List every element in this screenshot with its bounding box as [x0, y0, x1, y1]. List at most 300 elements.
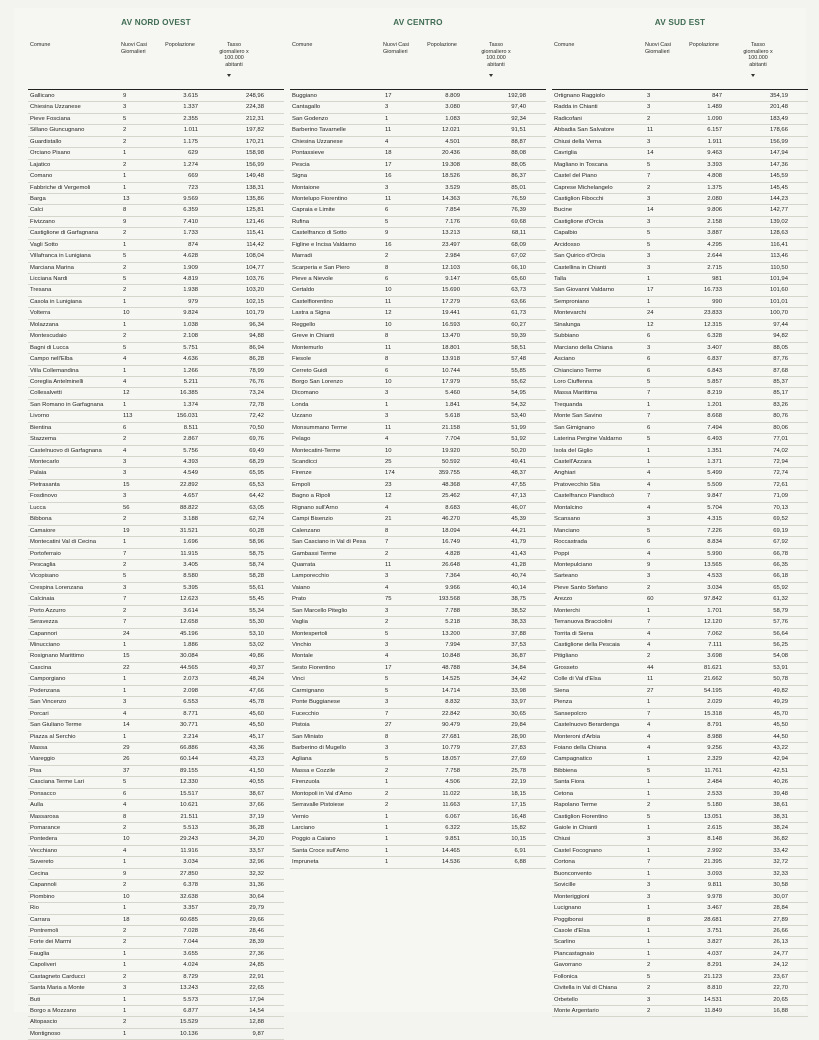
table-row — [28, 526, 284, 537]
cell-cases: 1 — [647, 607, 651, 614]
cell-comune: Pistoia — [292, 722, 310, 729]
cell-population: 9.147 — [445, 276, 460, 282]
cell-rate: 64,42 — [249, 493, 264, 500]
table-row — [290, 526, 546, 537]
table-row — [290, 617, 546, 628]
cell-rate: 54,08 — [773, 653, 788, 660]
cell-population: 12.315 — [703, 321, 722, 328]
cell-cases: 11 — [385, 127, 392, 134]
table-row — [290, 160, 546, 171]
cell-rate: 22,91 — [249, 973, 264, 980]
cell-rate: 58,28 — [249, 573, 264, 580]
header-comune[interactable]: Comune — [30, 42, 51, 48]
cell-rate: 34,42 — [511, 676, 526, 683]
cell-rate: 22,70 — [773, 985, 788, 992]
cell-population: 15.318 — [703, 710, 722, 717]
cell-population: 6.843 — [707, 367, 722, 374]
cell-rate: 36,28 — [249, 825, 264, 831]
table-row — [290, 251, 546, 262]
cell-rate: 16,88 — [773, 1008, 788, 1014]
cell-comune: Abbadia San Salvatore — [554, 127, 615, 134]
table-row — [28, 285, 284, 296]
sort-desc-icon[interactable] — [227, 74, 231, 77]
cell-cases: 1 — [123, 298, 127, 305]
cell-population: 1.351 — [707, 447, 722, 454]
cell-comune: Pieve Santo Stefano — [554, 584, 608, 591]
cell-cases: 10 — [123, 310, 130, 317]
table-row — [290, 812, 546, 823]
cell-population: 19.308 — [441, 161, 460, 168]
cell-cases: 2 — [123, 516, 127, 523]
table-row — [28, 125, 284, 136]
cell-cases: 1 — [647, 459, 651, 465]
cell-comune: Asciano — [554, 356, 575, 363]
cell-comune: Poggibonsi — [554, 916, 584, 923]
table-row — [290, 857, 546, 868]
cell-rate: 45,70 — [773, 710, 788, 717]
cell-cases: 19 — [123, 527, 130, 534]
cell-comune: Capannoli — [30, 882, 57, 889]
cell-cases: 37 — [123, 767, 130, 774]
header-population[interactable]: Popolazione — [165, 42, 195, 48]
table-row — [290, 434, 546, 445]
cell-cases: 2 — [123, 264, 127, 271]
cell-population: 8.580 — [183, 573, 198, 580]
cell-population: 28.681 — [703, 916, 722, 923]
cell-cases: 5 — [385, 756, 389, 763]
cell-cases: 8 — [385, 733, 389, 740]
table-row — [290, 674, 546, 685]
cell-comune: Montecatini-Terme — [292, 447, 341, 454]
cell-rate: 38,75 — [511, 596, 526, 603]
cell-comune: San Romano in Garfagnana — [30, 401, 104, 408]
cell-comune: Seravezza — [30, 619, 58, 626]
cell-comune: Pitigliano — [554, 653, 578, 660]
cell-comune: Subbiano — [554, 333, 579, 340]
table-row — [28, 388, 284, 399]
cell-comune: Scarperia e San Piero — [292, 264, 350, 271]
cell-cases: 2 — [647, 802, 651, 809]
cell-rate: 22,65 — [249, 985, 264, 992]
table-row — [28, 583, 284, 594]
cell-rate: 135,86 — [245, 195, 264, 202]
cell-rate: 30,58 — [773, 882, 788, 889]
cell-rate: 68,09 — [511, 241, 526, 248]
cell-rate: 55,85 — [511, 367, 526, 374]
cell-population: 2.484 — [707, 779, 722, 786]
cell-population: 6.553 — [183, 699, 198, 706]
cell-cases: 1 — [123, 996, 127, 1003]
cell-comune: Palaia — [30, 470, 47, 477]
cell-rate: 125,81 — [245, 207, 264, 214]
cell-cases: 1 — [123, 905, 127, 912]
cell-cases: 7 — [385, 710, 389, 717]
table-row — [552, 137, 808, 148]
cell-comune: Castiglione d'Orcia — [554, 218, 604, 225]
table-row — [28, 823, 284, 834]
table-row — [28, 377, 284, 388]
cell-comune: Pienza — [554, 699, 573, 706]
cell-population: 27.681 — [441, 733, 460, 740]
cell-cases: 3 — [647, 253, 651, 260]
cell-rate: 40,55 — [249, 779, 264, 786]
cell-cases: 1 — [647, 825, 651, 831]
cell-cases: 2 — [385, 790, 389, 797]
cell-cases: 1 — [123, 241, 127, 248]
cell-cases: 6 — [385, 207, 389, 214]
cell-rate: 65,95 — [249, 470, 264, 477]
cell-rate: 30,07 — [773, 893, 788, 900]
table-header — [28, 40, 284, 90]
table-row — [290, 594, 546, 605]
cell-population: 1.266 — [183, 367, 198, 374]
cell-population: 5.211 — [183, 378, 198, 385]
cell-comune: Vinchio — [292, 642, 312, 648]
cell-population: 1.911 — [707, 138, 722, 145]
cell-cases: 16 — [385, 241, 392, 248]
table-row — [28, 1029, 284, 1040]
cell-comune: Gambassi Terme — [292, 550, 337, 557]
cell-rate: 101,60 — [769, 287, 788, 294]
cell-cases: 1 — [647, 927, 651, 934]
cell-cases: 4 — [647, 481, 651, 488]
cell-comune: Rapolano Terme — [554, 802, 598, 809]
cell-cases: 3 — [647, 344, 651, 351]
table-row — [552, 228, 808, 239]
header-cases[interactable]: Nuovi Casi Giornalieri — [645, 42, 672, 55]
cell-comune: San Gimignano — [554, 424, 595, 431]
table-row — [552, 549, 808, 560]
table-row — [28, 411, 284, 422]
cell-rate: 49,82 — [773, 687, 788, 694]
table-row — [290, 651, 546, 662]
table-row — [290, 777, 546, 788]
cell-population: 3.751 — [707, 927, 722, 934]
cell-comune: Pontedera — [30, 836, 58, 843]
cell-rate: 53,40 — [511, 413, 526, 420]
cell-rate: 51,99 — [511, 424, 526, 431]
cell-population: 3.080 — [445, 104, 460, 111]
cell-population: 4.295 — [707, 241, 722, 248]
cell-comune: Rignano sull'Arno — [292, 504, 338, 511]
cell-rate: 63,73 — [511, 287, 526, 294]
cell-rate: 65,60 — [511, 276, 526, 282]
cell-comune: Fucecchio — [292, 710, 319, 717]
cell-population: 13.470 — [441, 333, 460, 340]
table-row — [552, 171, 808, 182]
cell-cases: 3 — [647, 836, 651, 843]
cell-rate: 101,01 — [769, 298, 788, 305]
cell-population: 4.828 — [445, 550, 460, 557]
cell-cases: 25 — [385, 459, 392, 465]
cell-population: 4.533 — [707, 573, 722, 580]
cell-rate: 101,94 — [769, 276, 788, 282]
cell-comune: San Quirico d'Orcia — [554, 253, 605, 260]
cell-cases: 5 — [647, 230, 651, 237]
cell-rate: 32,72 — [773, 859, 788, 866]
cell-cases: 7 — [647, 710, 651, 717]
table-row — [290, 766, 546, 777]
cell-comune: Pelago — [292, 436, 311, 443]
table-row — [28, 915, 284, 926]
cell-comune: Montemurlo — [292, 344, 324, 351]
cell-population: 21.511 — [180, 813, 198, 820]
table-row — [28, 651, 284, 662]
table-row — [552, 617, 808, 628]
table-row — [552, 217, 808, 228]
header-comune[interactable]: Comune — [554, 42, 575, 48]
cell-rate: 50,78 — [773, 676, 788, 683]
cell-cases: 2 — [647, 985, 651, 992]
cell-rate: 60,28 — [249, 527, 264, 534]
table-row — [290, 354, 546, 365]
cell-population: 1.274 — [183, 161, 198, 168]
cell-comune: Londa — [292, 401, 309, 408]
region-title: AV CENTRO — [393, 18, 443, 27]
cell-rate: 110,50 — [770, 264, 788, 271]
cell-population: 3.698 — [707, 653, 722, 660]
table-row — [290, 194, 546, 205]
cell-population: 3.188 — [183, 516, 198, 523]
table-row — [28, 594, 284, 605]
cell-rate: 45,78 — [249, 699, 264, 706]
sort-desc-icon[interactable] — [751, 74, 755, 77]
cell-cases: 5 — [123, 276, 127, 282]
cell-cases: 3 — [123, 584, 127, 591]
cell-population: 1.701 — [707, 607, 722, 614]
cell-cases: 2 — [123, 436, 127, 443]
cell-population: 8.219 — [707, 390, 722, 397]
cell-comune: Guardistallo — [30, 138, 62, 145]
cell-comune: Barberino Tavarnelle — [292, 127, 346, 134]
cell-population: 8.771 — [183, 710, 198, 717]
cell-population: 1.886 — [183, 642, 198, 648]
cell-comune: Rufina — [292, 218, 310, 225]
cell-rate: 58,75 — [249, 550, 264, 557]
table-row — [552, 571, 808, 582]
cell-population: 4.628 — [183, 253, 198, 260]
cell-population: 4.549 — [183, 470, 198, 477]
cell-comune: Bagni di Lucca — [30, 344, 69, 351]
cell-cases: 1 — [647, 779, 651, 786]
cell-comune: Chiesina Uzzanese — [292, 138, 343, 145]
table-row — [28, 503, 284, 514]
cell-population: 2.644 — [707, 253, 722, 260]
cell-rate: 48,24 — [249, 676, 264, 683]
cell-population: 3.034 — [183, 859, 198, 866]
cell-cases: 1 — [647, 401, 651, 408]
cell-population: 2.080 — [707, 195, 722, 202]
table-row — [28, 160, 284, 171]
header-cases[interactable]: Nuovi Casi Giornalieri — [121, 42, 148, 55]
cell-cases: 6 — [123, 790, 127, 797]
cell-cases: 174 — [385, 470, 395, 477]
table-row — [552, 491, 808, 502]
cell-population: 14.525 — [441, 676, 460, 683]
cell-cases: 75 — [385, 596, 392, 603]
cell-comune: Signa — [292, 173, 308, 180]
table-row — [552, 846, 808, 857]
cell-population: 1.083 — [445, 115, 460, 122]
cell-comune: Pratovecchio Stia — [554, 481, 600, 488]
cell-population: 10.136 — [179, 1030, 198, 1037]
cell-comune: San Casciano in Val di Pesa — [292, 539, 366, 546]
cell-population: 11.761 — [704, 767, 722, 774]
cell-rate: 248,96 — [245, 93, 264, 99]
cell-comune: Rosignano Marittimo — [30, 653, 85, 660]
sort-desc-icon[interactable] — [489, 74, 493, 77]
cell-comune: Montale — [292, 653, 313, 660]
cell-rate: 69,19 — [773, 527, 788, 534]
cell-comune: Campagnatico — [554, 756, 592, 763]
cell-rate: 102,15 — [245, 298, 264, 305]
header-comune[interactable]: Comune — [292, 42, 313, 48]
table-row — [28, 777, 284, 788]
cell-comune: Ponsacco — [30, 790, 56, 797]
cell-rate: 57,76 — [773, 619, 788, 626]
cell-population: 3.614 — [183, 607, 198, 614]
cell-comune: Monte Argentario — [554, 1008, 599, 1014]
cell-cases: 1 — [647, 699, 651, 706]
cell-comune: Lajatico — [30, 161, 51, 168]
cell-comune: Monsummano Terme — [292, 424, 348, 431]
cell-comune: Massarosa — [30, 813, 59, 820]
cell-cases: 15 — [123, 481, 130, 488]
cell-population: 1.375 — [707, 184, 722, 191]
cell-cases: 17 — [385, 93, 392, 99]
cell-cases: 15 — [123, 653, 130, 660]
cell-comune: Rio — [30, 905, 39, 912]
cell-comune: Chiusi della Verna — [554, 138, 602, 145]
table-row — [552, 285, 808, 296]
cell-population: 2.355 — [183, 115, 198, 122]
cell-rate: 70,50 — [249, 424, 264, 431]
cell-rate: 65,53 — [249, 481, 264, 488]
cell-rate: 29,79 — [249, 905, 264, 912]
cell-rate: 38,33 — [511, 619, 526, 626]
table-row — [290, 183, 546, 194]
cell-population: 12.103 — [441, 264, 460, 271]
cell-comune: Sinalunga — [554, 321, 581, 328]
cell-population: 5.857 — [707, 378, 722, 385]
cell-cases: 18 — [123, 916, 130, 923]
cell-comune: Certaldo — [292, 287, 315, 294]
cell-population: 4.636 — [183, 356, 198, 363]
cell-population: 26.648 — [441, 561, 460, 568]
cell-cases: 11 — [385, 424, 392, 431]
cell-population: 9.256 — [707, 744, 722, 751]
cell-comune: Sillano Giuncugnano — [30, 127, 85, 134]
header-rate[interactable]: Tasso giornaliero x 100.000 abitanti — [481, 42, 511, 68]
cell-cases: 9 — [123, 870, 127, 877]
cell-population: 31.521 — [179, 527, 198, 534]
cell-cases: 10 — [123, 836, 130, 843]
cell-rate: 42,51 — [773, 767, 788, 774]
cell-cases: 1 — [123, 184, 127, 191]
cell-population: 18.057 — [441, 756, 460, 763]
cell-comune: Foiano della Chiana — [554, 744, 607, 751]
header-population[interactable]: Popolazione — [689, 42, 719, 48]
cell-cases: 4 — [647, 722, 651, 729]
cell-comune: Laterina Pergine Valdarno — [554, 436, 623, 443]
cell-rate: 69,76 — [249, 436, 264, 443]
cell-cases: 4 — [385, 138, 389, 145]
cell-comune: Vinci — [292, 676, 305, 683]
cell-cases: 4 — [385, 504, 389, 511]
cell-rate: 38,52 — [511, 607, 526, 614]
cell-cases: 11 — [385, 298, 392, 305]
cell-comune: Castelnuovo di Garfagnana — [30, 447, 102, 454]
cell-population: 22.842 — [441, 710, 460, 717]
cell-rate: 72,42 — [249, 413, 264, 420]
cell-population: 1.011 — [183, 127, 198, 134]
table-row — [552, 194, 808, 205]
cell-cases: 5 — [123, 253, 127, 260]
cell-comune: Pieve a Nievole — [292, 276, 333, 282]
cell-population: 45.196 — [179, 630, 198, 637]
cell-rate: 27,89 — [773, 916, 788, 923]
table-row — [552, 823, 808, 834]
cell-cases: 2 — [385, 619, 389, 626]
cell-comune: Anghiari — [554, 470, 576, 477]
cell-comune: Fosdinovo — [30, 493, 58, 500]
cell-comune: Piombino — [30, 893, 55, 900]
cell-population: 19.441 — [441, 310, 460, 317]
header-divider — [552, 89, 808, 90]
cell-rate: 56,64 — [773, 630, 788, 637]
table-row — [552, 960, 808, 971]
table-row — [552, 205, 808, 216]
cell-comune: Santa Fiora — [554, 779, 585, 786]
table-row — [552, 560, 808, 571]
cell-rate: 28,90 — [511, 733, 526, 740]
cell-comune: Castiglion Fibocchi — [554, 195, 604, 202]
header-rate[interactable]: Tasso giornaliero x 100.000 abitanti — [219, 42, 249, 68]
cell-cases: 3 — [647, 893, 651, 900]
cell-population: 4.024 — [183, 962, 198, 969]
cell-population: 6.067 — [445, 813, 460, 820]
cell-comune: Pontassieve — [292, 150, 325, 157]
table-row — [552, 526, 808, 537]
cell-population: 2.029 — [707, 699, 722, 706]
cell-population: 17.979 — [441, 378, 460, 385]
cell-rate: 66,35 — [773, 561, 788, 568]
cell-rate: 156,99 — [769, 138, 788, 145]
cell-population: 7.788 — [445, 607, 460, 614]
cell-population: 48.788 — [441, 664, 460, 671]
header-rate[interactable]: Tasso giornaliero x 100.000 abitanti — [743, 42, 773, 68]
cell-population: 8.291 — [707, 962, 722, 969]
table-row — [552, 468, 808, 479]
table-row — [290, 583, 546, 594]
header-cases[interactable]: Nuovi Casi Giornalieri — [383, 42, 410, 55]
cell-population: 1.733 — [183, 230, 198, 237]
cell-comune: Massa — [30, 744, 48, 751]
header-population[interactable]: Popolazione — [427, 42, 457, 48]
table-row — [28, 720, 284, 731]
cell-rate: 36,82 — [773, 836, 788, 843]
cell-comune: Arezzo — [554, 596, 573, 603]
cell-cases: 3 — [647, 516, 651, 523]
cell-population: 3.405 — [183, 561, 198, 568]
table-row — [552, 343, 808, 354]
cell-population: 21.662 — [703, 676, 722, 683]
cell-population: 19.920 — [441, 447, 460, 454]
cell-cases: 7 — [123, 596, 127, 603]
cell-cases: 8 — [123, 813, 127, 820]
cell-comune: Agliana — [292, 756, 312, 763]
cell-population: 15.690 — [441, 287, 460, 294]
